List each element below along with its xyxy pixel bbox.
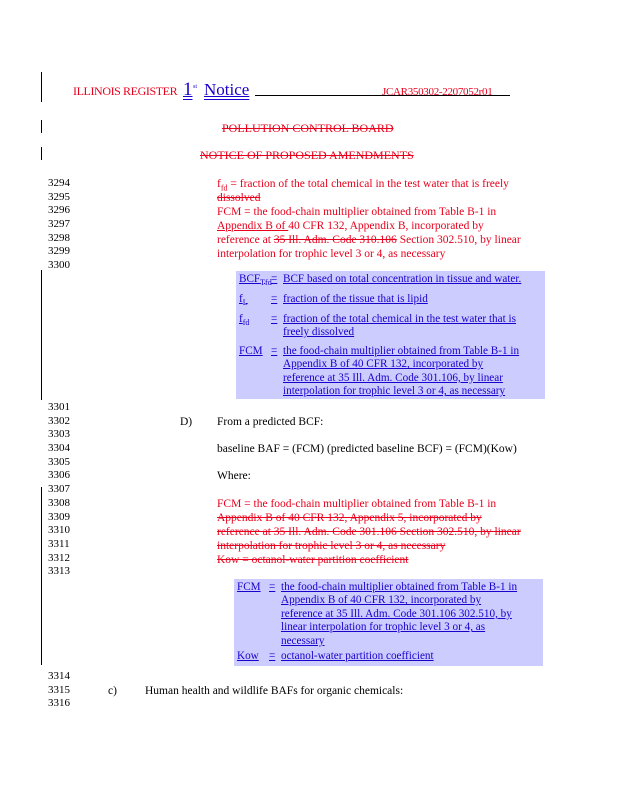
line-numbers-b <box>48 401 88 579</box>
line-number: 3306 <box>48 469 70 482</box>
equals-sign: = <box>269 650 276 662</box>
definition-term: $f_{fd}$ <box>239 313 250 328</box>
line-number: 3299 <box>48 245 70 258</box>
revision-bar <box>41 487 42 665</box>
notice-heading: NOTICE OF PROPOSED AMENDMENTS <box>200 148 414 162</box>
definition-text: octanol-water partition coefficient <box>281 650 434 662</box>
definition-row <box>234 650 543 664</box>
definition-text: reference at 35 Ill. Adm. Code 301.106, by linear <box>283 371 503 384</box>
line-number: 3311 <box>48 537 70 550</box>
definition-term: $f_L$ <box>239 293 248 308</box>
line-number: 3294 <box>48 177 70 189</box>
board-heading: POLLUTION CONTROL BOARD <box>222 121 394 135</box>
line-number: 3303 <box>48 428 70 441</box>
line-number: 3295 <box>48 190 70 203</box>
revision-bar <box>41 72 42 102</box>
baf-formula: baseline BAF = (FCM) (predicted baseline BCF) = (FCM)(Kow) <box>217 443 517 455</box>
equals-sign: = <box>269 581 276 593</box>
fcm-line: interpolation for trophic level 3 or 4, as necessary <box>217 248 446 260</box>
section-d-label: D) <box>180 416 193 428</box>
line-number: 3314 <box>48 670 70 682</box>
deleted-line: Kow = octanol-water partition coefficient <box>217 554 409 566</box>
definition-text: BCF based on total concentration in tissue and water. <box>283 273 522 285</box>
deleted-line: reference at 35 Ill. Adm. Code 301.106 Section 302.510, by linear <box>217 526 521 538</box>
line-number: 3309 <box>48 510 70 523</box>
section-c-title: Human health and wildlife BAFs for organic chemicals: <box>145 685 404 697</box>
ffd-line: $f_{fd}$ = fraction of the total chemical in the test water that is freely <box>217 178 509 193</box>
definition-term: FCM <box>237 581 261 593</box>
line-numbers-c <box>48 670 88 711</box>
definition-text: reference at 35 Ill. Adm. Code 301.106 302.510, by <box>281 607 512 620</box>
definition-text: fraction of the total chemical in the test water that is <box>283 313 516 325</box>
notice-label: Notice <box>204 80 250 99</box>
line-number: 3301 <box>48 401 70 413</box>
line-number: 3305 <box>48 455 70 468</box>
revision-bar <box>41 120 42 133</box>
definition-term: $BCF_{Tfd}$ <box>239 273 272 288</box>
line-number: 3307 <box>48 483 70 496</box>
definition-text: interpolation for trophic level 3 or 4, as necessary <box>283 385 506 398</box>
jcar-code: JCAR350302-2207052r01 <box>382 86 493 98</box>
ffd-dissolved: dissolved <box>217 192 261 204</box>
section-c-label: c) <box>108 685 117 697</box>
definition-text: necessary <box>281 634 325 647</box>
definition-row <box>236 345 545 399</box>
definition-text: fraction of the tissue that is lipid <box>283 293 428 305</box>
definition-text: Appendix B of 40 CFR 132, incorporated by <box>281 594 482 607</box>
revision-bar <box>41 270 42 400</box>
line-number: 3312 <box>48 551 70 564</box>
line-numbers-a <box>48 177 88 273</box>
inserted-definitions-box <box>234 579 543 666</box>
definition-text: the food-chain multiplier obtained from Table B-1 in <box>283 345 520 357</box>
register-title: ILLINOIS REGISTER <box>73 84 178 98</box>
line-number: 3316 <box>48 697 70 710</box>
where-label: Where: <box>217 470 251 482</box>
definition-term: FCM <box>239 345 263 357</box>
line-number: 3304 <box>48 442 70 455</box>
deleted-line: Appendix B of 40 CFR 132, Appendix 5, incorporated by <box>217 512 482 524</box>
line-number: 3297 <box>48 218 70 231</box>
equals-sign: = <box>271 273 278 285</box>
section-d-title: From a predicted BCF: <box>217 416 324 428</box>
equals-sign: = <box>271 313 278 325</box>
deleted-line: interpolation for trophic level 3 or 4, as necessary <box>217 540 446 552</box>
fcm-line: reference at 35 Ill. Adm. Code 310.106 Section 302.510, by linear <box>217 234 521 246</box>
page-number: 1 <box>183 79 193 100</box>
equals-sign: = <box>271 345 278 357</box>
fcm-line: FCM = the food-chain multiplier obtained from Table B-1 in <box>217 498 497 510</box>
line-number: 3298 <box>48 231 70 244</box>
revision-bar <box>41 147 42 160</box>
fcm-line: Appendix B of 40 CFR 132, Appendix B, incorporated by <box>217 220 484 232</box>
line-number: 3310 <box>48 524 70 537</box>
definition-row <box>236 273 545 287</box>
definition-text: Appendix B of 40 CFR 132, incorporated by <box>283 358 484 371</box>
definition-text: linear interpolation for trophic level 3 or 4, as <box>281 621 486 634</box>
definition-row <box>236 293 545 307</box>
definition-row <box>236 313 545 341</box>
definition-row <box>234 581 543 648</box>
page-superscript: st <box>193 84 198 90</box>
line-number: 3300 <box>48 259 70 272</box>
definition-text: the food-chain multiplier obtained from Table B-1 in <box>281 581 518 593</box>
definition-term: Kow <box>237 650 259 662</box>
definition-text: freely dissolved <box>283 326 355 339</box>
equals-sign: = <box>271 293 278 305</box>
line-number: 3313 <box>48 565 70 578</box>
line-number: 3296 <box>48 204 70 217</box>
line-number: 3302 <box>48 414 70 427</box>
line-number: 3308 <box>48 496 70 509</box>
inserted-definitions-box <box>236 271 545 399</box>
fcm-line: FCM = the food-chain multiplier obtained from Table B-1 in <box>217 206 497 218</box>
line-number: 3315 <box>48 683 70 696</box>
